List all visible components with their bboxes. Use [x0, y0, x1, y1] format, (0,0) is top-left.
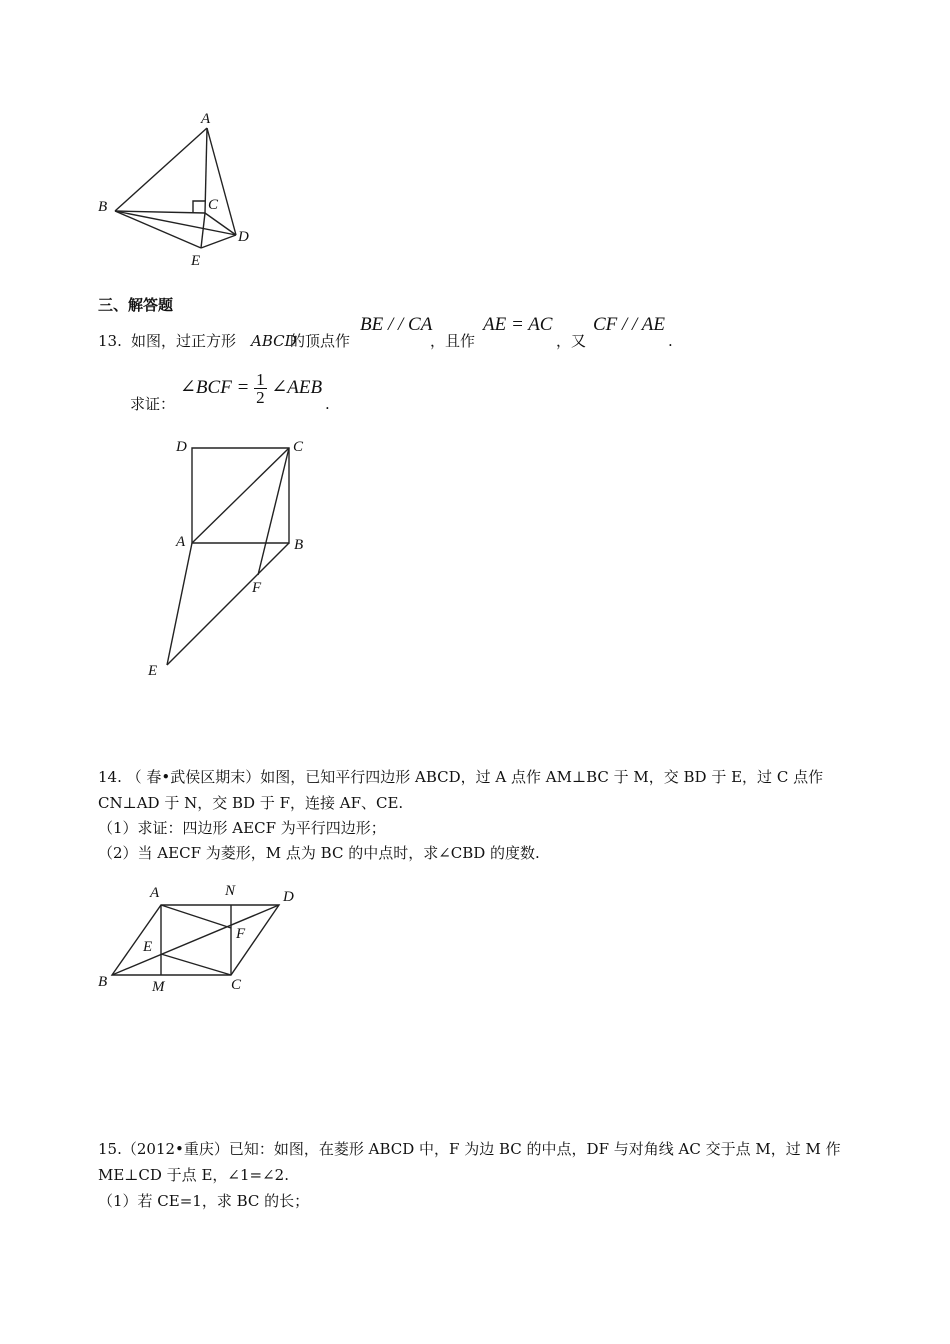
fig13-label-a: A [176, 534, 186, 550]
fig14-label-m: M [152, 979, 165, 995]
fig14-label-b: B [98, 974, 108, 990]
q13-prove-right: ∠AEB [271, 376, 323, 398]
q13-prove-period: . [325, 395, 330, 413]
q14-line-2: CN⊥AD 于 N，交 BD 于 F，连接 AF、CE. [98, 794, 404, 812]
q13-prove-label: 求证： [130, 395, 176, 413]
fig1-label-a: A [201, 111, 211, 127]
q13-intro: 如图，过正方形 [131, 332, 237, 350]
fig14-label-d: D [283, 889, 294, 905]
section-heading: 三、解答题 [98, 296, 174, 314]
q13-prove-left: ∠BCF = [180, 376, 250, 398]
q14-part-1: （1）求证：四边形 AECF 为平行四边形； [98, 819, 386, 837]
q13-period: . [668, 332, 673, 350]
q14-line-1: 14. （ 春•武侯区期末）如图，已知平行四边形 ABCD，过 A 点作 AM⊥BC 于 M，交 BD 于 E，过 C 点作 [98, 768, 824, 786]
q13-math-ae-ac: AE = AC [483, 314, 553, 335]
q15-part-1: （1）若 CE=1，求 BC 的长； [98, 1192, 310, 1210]
q13-vertex-text: 的顶点作 [290, 332, 351, 350]
q15-line-1: 15.（2012•重庆）已知：如图，在菱形 ABCD 中，F 为边 BC 的中点，DF 与对角线 AC 交于点 M，过 M 作 [98, 1140, 841, 1158]
q13-also-text: ，又 [556, 332, 587, 350]
q13-frac-num: 1 [256, 370, 265, 389]
q13-frac-den: 2 [256, 388, 265, 407]
q15-line-2: ME⊥CD 于点 E，∠1=∠2. [98, 1166, 289, 1184]
fig1-label-d: D [238, 229, 249, 245]
fig14-label-c: C [231, 977, 242, 993]
q13-math-be-ca: BE / / CA [360, 314, 433, 335]
q13-and-text: ，且作 [430, 332, 476, 350]
q13-number: 13. [98, 332, 122, 350]
fig14-label-a: A [150, 885, 160, 901]
fig13-label-b: B [294, 537, 304, 553]
fig1-label-e: E [191, 253, 201, 269]
fig1-label-b: B [98, 199, 108, 215]
q13-math-cf-ae: CF / / AE [593, 314, 665, 335]
fig14-label-e: E [143, 939, 153, 955]
q13-shape: ABCD [251, 332, 297, 350]
fig13-label-c: C [293, 439, 304, 455]
fig1-label-c: C [208, 197, 219, 213]
fig13-label-f: F [252, 580, 262, 596]
fig13-label-d: D [176, 439, 187, 455]
fig14-label-f: F [236, 926, 246, 942]
q14-part-2: （2）当 AECF 为菱形，M 点为 BC 的中点时，求∠CBD 的度数. [98, 844, 540, 862]
fig13-label-e: E [148, 663, 158, 679]
fig14-label-n: N [225, 883, 236, 899]
